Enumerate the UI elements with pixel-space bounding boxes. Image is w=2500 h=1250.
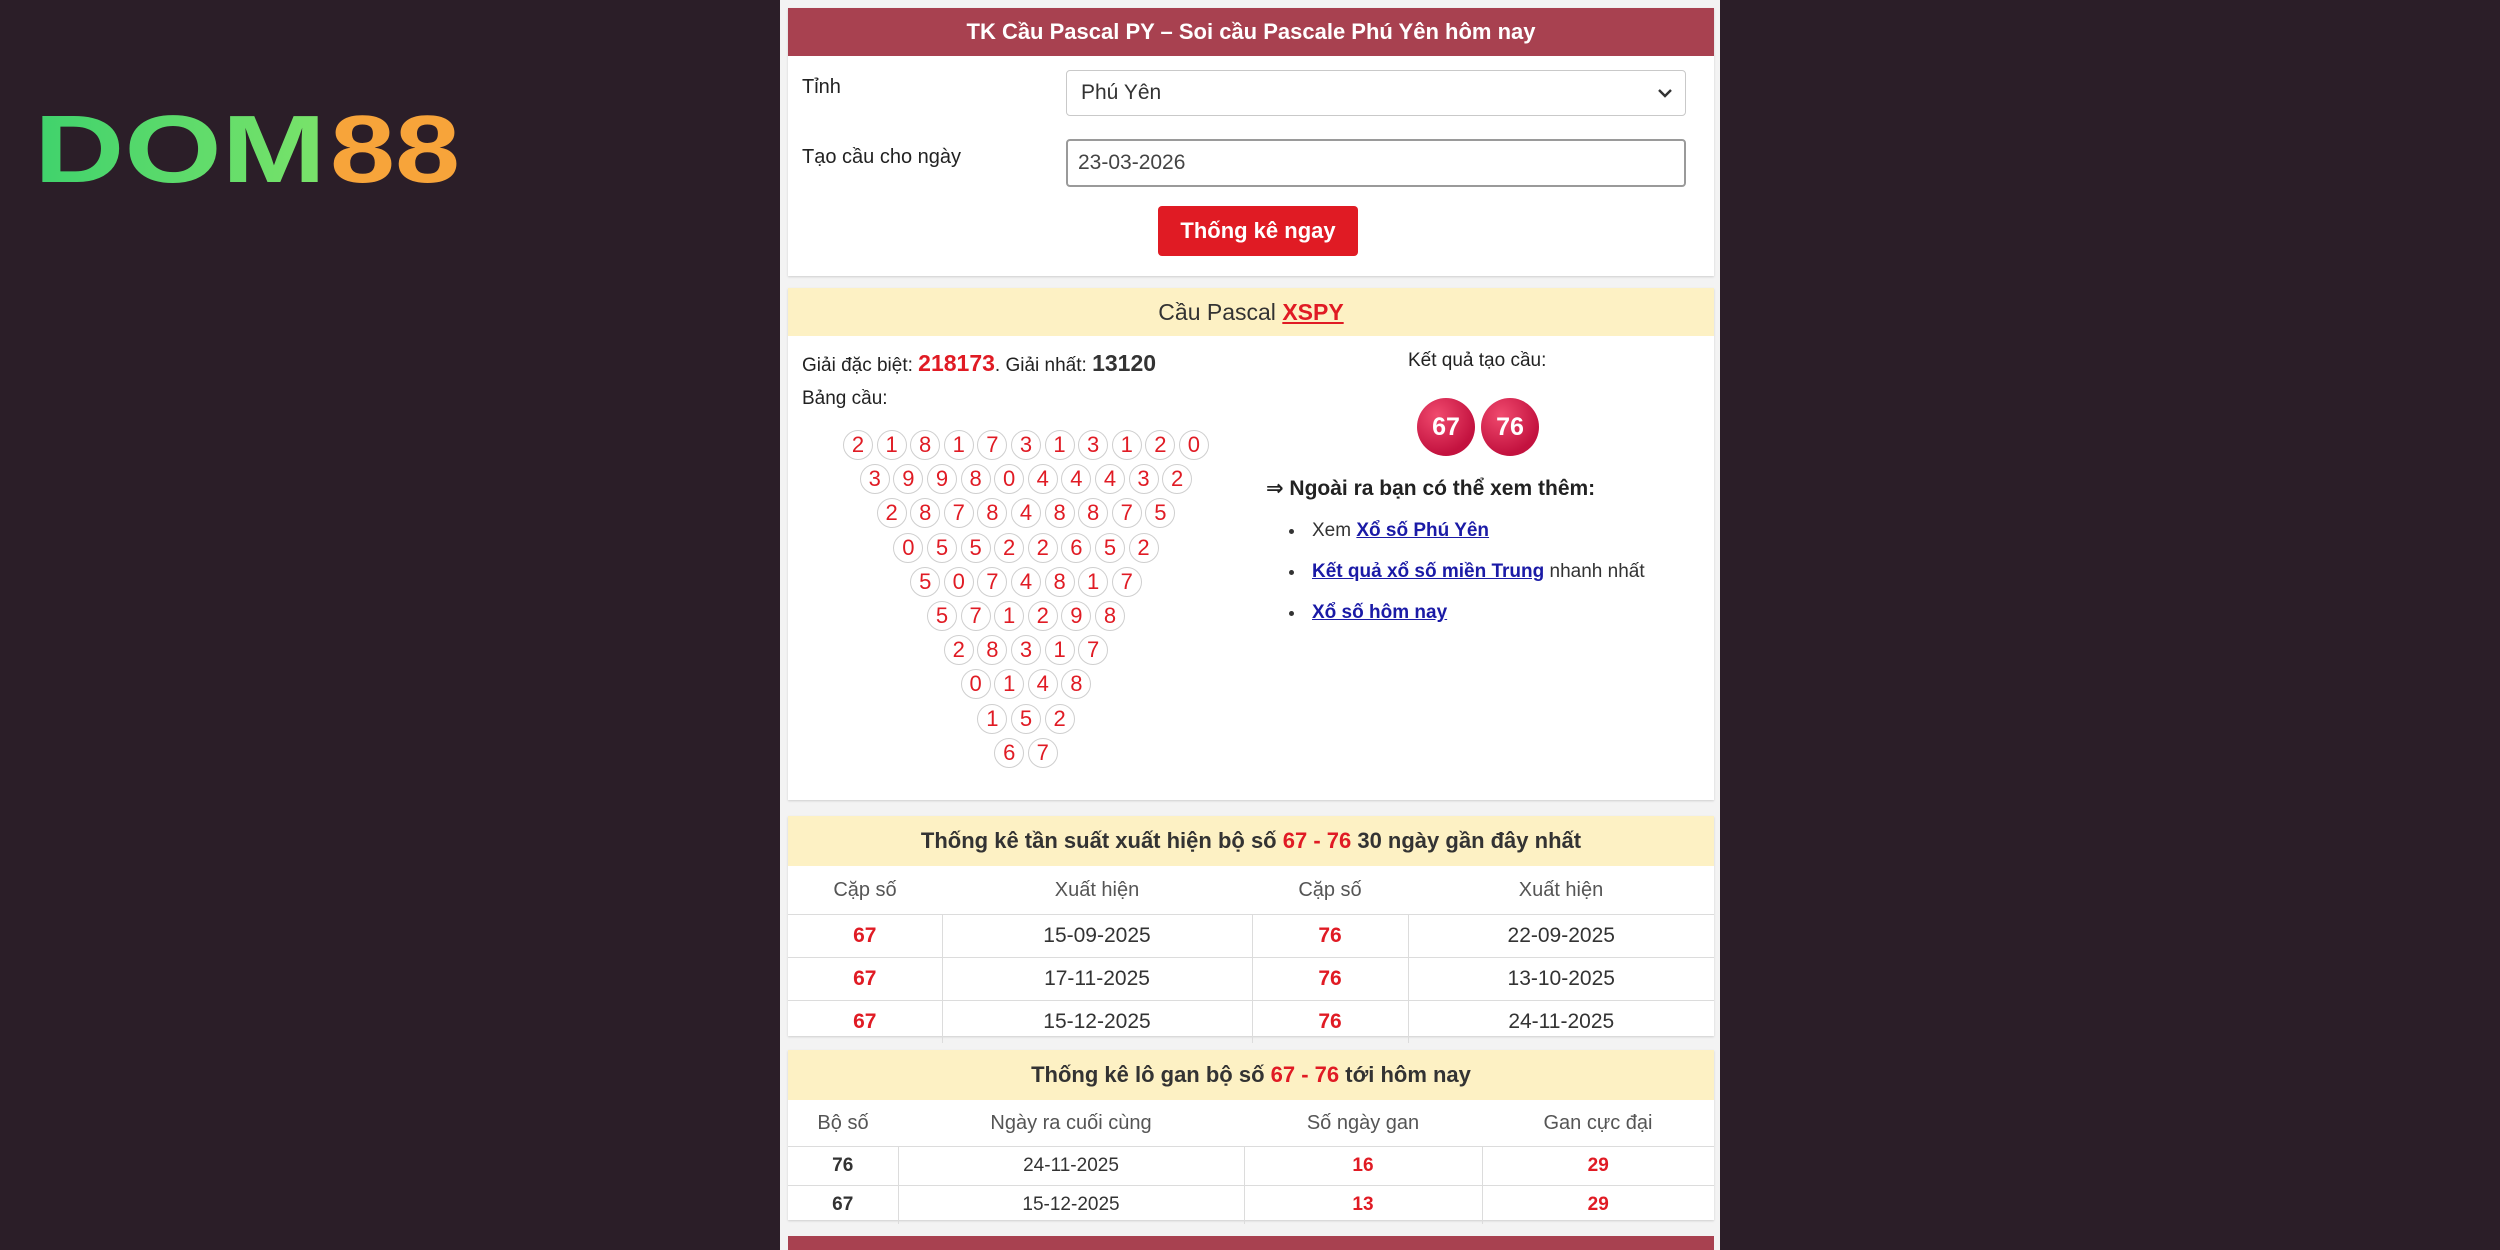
triangle-digit: 2 (1028, 601, 1058, 631)
date-cell: 22-09-2025 (1408, 915, 1714, 958)
triangle-digit: 7 (1028, 738, 1058, 768)
date-cell: 13-10-2025 (1408, 958, 1714, 1001)
triangle-digit: 8 (1045, 498, 1075, 528)
xspy-link[interactable]: XSPY (1282, 299, 1344, 325)
triangle-digit: 7 (1112, 498, 1142, 528)
triangle-row (992, 738, 1059, 772)
triangle-digit: 8 (910, 498, 940, 528)
triangle-digit: 5 (927, 533, 957, 563)
triangle-digit: 7 (961, 601, 991, 631)
triangle-digit: 3 (1011, 635, 1041, 665)
first-label: . Giải nhất: (994, 355, 1093, 376)
result-label: Kết quả tạo cầu: (1408, 350, 1547, 371)
next-section-header (788, 1236, 1714, 1250)
triangle-digit: 8 (977, 498, 1007, 528)
column-header: Cặp số (788, 866, 942, 915)
triangle-digit: 9 (927, 464, 957, 494)
triangle-digit: 8 (1095, 601, 1125, 631)
more-links-list (1286, 510, 1645, 633)
xo-so-hom-nay-link[interactable]: Xổ số hôm nay (1312, 602, 1448, 623)
triangle-row (959, 669, 1093, 703)
triangle-digit: 4 (1061, 464, 1091, 494)
frequency-title (788, 816, 1714, 866)
date-input[interactable]: 23-03-2026 (1066, 139, 1686, 187)
triangle-digit: 4 (1028, 464, 1058, 494)
pair-cell: 76 (788, 1147, 898, 1186)
frequency-table (788, 866, 1714, 1043)
triangle-digit: 6 (1061, 533, 1091, 563)
triangle-digit: 5 (927, 601, 957, 631)
triangle-digit: 2 (843, 430, 873, 460)
first-value: 13120 (1092, 350, 1157, 376)
column-header: Xuất hiện (1408, 866, 1714, 915)
triangle-digit: 7 (1078, 635, 1108, 665)
table-row (788, 915, 1714, 958)
triangle-digit: 0 (994, 464, 1024, 494)
triangle-digit: 4 (1095, 464, 1125, 494)
triangle-digit: 8 (1045, 567, 1075, 597)
gan-max-cell: 29 (1482, 1186, 1714, 1225)
pascal-title (788, 288, 1714, 336)
triangle-digit: 7 (944, 498, 974, 528)
triangle-digit: 5 (1095, 533, 1125, 563)
table-row (788, 1001, 1714, 1044)
triangle-row (875, 498, 1177, 532)
triangle-digit: 1 (994, 669, 1024, 699)
date-cell: 24-11-2025 (898, 1147, 1244, 1186)
logo-text-dom: DOM (34, 108, 326, 188)
triangle-row (841, 430, 1211, 464)
list-item (1306, 510, 1645, 551)
pascal-title-text: Cầu Pascal (1158, 299, 1283, 325)
triangle-digit: 2 (944, 635, 974, 665)
triangle-digit: 9 (1061, 601, 1091, 631)
pair-cell: 67 (788, 1001, 942, 1044)
special-label: Giải đặc biệt: (802, 355, 919, 376)
table-header-row (788, 866, 1714, 915)
gan-title-suffix: tới hôm nay (1339, 1062, 1471, 1087)
triangle-digit: 8 (977, 635, 1007, 665)
triangle-digit: 0 (961, 669, 991, 699)
date-cell: 15-09-2025 (942, 915, 1252, 958)
date-cell: 17-11-2025 (942, 958, 1252, 1001)
gan-title-prefix: Thống kê lô gan bộ số (1031, 1062, 1271, 1087)
date-cell: 24-11-2025 (1408, 1001, 1714, 1044)
triangle-digit: 4 (1011, 498, 1041, 528)
triangle-digit: 8 (1078, 498, 1108, 528)
link-suffix: nhanh nhất (1544, 561, 1645, 582)
triangle-digit: 5 (1011, 704, 1041, 734)
frequency-title-pair: 67 - 76 (1282, 828, 1352, 853)
gan-card (788, 1050, 1714, 1220)
prize-line (802, 350, 1156, 377)
triangle-digit: 2 (1162, 464, 1192, 494)
triangle-digit: 6 (994, 738, 1024, 768)
result-ball: 67 (1417, 398, 1475, 456)
table-row (788, 1147, 1714, 1186)
gan-title-pair: 67 - 76 (1270, 1062, 1340, 1087)
gan-max-cell: 29 (1482, 1147, 1714, 1186)
column-header: Gan cực đại (1482, 1100, 1714, 1147)
triangle-digit: 2 (1129, 533, 1159, 563)
frequency-title-suffix: 30 ngày gần đây nhất (1351, 828, 1582, 853)
triangle-digit: 4 (1011, 567, 1041, 597)
triangle-row (925, 601, 1127, 635)
xo-so-phu-yen-link[interactable]: Xổ số Phú Yên (1356, 520, 1490, 541)
triangle-digit: 8 (1061, 669, 1091, 699)
triangle-digit: 3 (1078, 430, 1108, 460)
pair-cell: 76 (1252, 958, 1408, 1001)
triangle-digit: 7 (1112, 567, 1142, 597)
frequency-title-prefix: Thống kê tần suất xuất hiện bộ số (920, 828, 1283, 853)
gan-days-cell: 16 (1244, 1147, 1482, 1186)
province-label: Tỉnh (802, 76, 841, 98)
triangle-digit: 3 (1011, 430, 1041, 460)
triangle-digit: 1 (1045, 635, 1075, 665)
triangle-digit: 2 (877, 498, 907, 528)
pair-cell: 67 (788, 958, 942, 1001)
gan-title (788, 1050, 1714, 1100)
triangle-digit: 4 (1028, 669, 1058, 699)
frequency-card (788, 816, 1714, 1036)
main-page (780, 0, 1720, 1250)
triangle-digit: 0 (893, 533, 923, 563)
triangle-digit: 5 (910, 567, 940, 597)
triangle-digit: 1 (977, 704, 1007, 734)
form-title: TK Cầu Pascal PY – Soi cầu Pascale Phú Yên hôm nay (788, 8, 1714, 56)
triangle-digit: 1 (994, 601, 1024, 631)
column-header: Bộ số (788, 1100, 898, 1147)
triangle-digit: 8 (961, 464, 991, 494)
triangle-digit: 2 (1045, 704, 1075, 734)
dom88-logo (34, 108, 460, 188)
gan-table (788, 1100, 1714, 1224)
pair-cell: 76 (1252, 1001, 1408, 1044)
triangle-digit: 0 (944, 567, 974, 597)
triangle-digit: 5 (961, 533, 991, 563)
column-header: Số ngày gan (1244, 1100, 1482, 1147)
triangle-digit: 1 (1045, 430, 1075, 460)
table-row (788, 958, 1714, 1001)
triangle-digit: 9 (893, 464, 923, 494)
logo-text-88: 88 (330, 108, 460, 188)
triangle-digit: 3 (1129, 464, 1159, 494)
column-header: Xuất hiện (942, 866, 1252, 915)
list-item (1306, 551, 1645, 592)
pair-cell: 67 (788, 1186, 898, 1225)
table-header-row (788, 1100, 1714, 1147)
gan-days-cell: 13 (1244, 1186, 1482, 1225)
pair-cell: 76 (1252, 915, 1408, 958)
triangle-digit: 8 (910, 430, 940, 460)
chevron-down-icon (1657, 85, 1673, 101)
result-ball: 76 (1481, 398, 1539, 456)
triangle-row (976, 704, 1077, 738)
table-row (788, 1186, 1714, 1225)
triangle-row (892, 533, 1161, 567)
link-prefix: Xem (1312, 520, 1357, 541)
triangle-digit: 2 (994, 533, 1024, 563)
triangle-digit: 7 (977, 430, 1007, 460)
pair-cell: 67 (788, 915, 942, 958)
triangle-digit: 1 (1078, 567, 1108, 597)
kqxs-mien-trung-link[interactable]: Kết quả xổ số miền Trung (1312, 561, 1545, 582)
triangle-digit: 0 (1179, 430, 1209, 460)
triangle-digit: 1 (1112, 430, 1142, 460)
province-value: Phú Yên (1081, 81, 1162, 104)
triangle-digit: 7 (977, 567, 1007, 597)
date-cell: 15-12-2025 (942, 1001, 1252, 1044)
triangle-digit: 3 (860, 464, 890, 494)
triangle-digit: 5 (1145, 498, 1175, 528)
triangle-row (858, 464, 1194, 498)
date-cell: 15-12-2025 (898, 1186, 1244, 1225)
province-select[interactable] (1066, 70, 1686, 116)
triangle-digit: 1 (944, 430, 974, 460)
more-title: ⇒ Ngoài ra bạn có thể xem thêm: (1266, 477, 1596, 500)
triangle-digit: 1 (877, 430, 907, 460)
submit-button[interactable]: Thống kê ngay (1158, 206, 1358, 256)
special-value: 218173 (918, 350, 995, 376)
triangle-row (942, 635, 1110, 669)
column-header: Cặp số (1252, 866, 1408, 915)
triangle-digit: 2 (1028, 533, 1058, 563)
pascal-card (788, 288, 1714, 800)
column-header: Ngày ra cuối cùng (898, 1100, 1244, 1147)
form-card (788, 8, 1714, 276)
table-label: Bảng cầu: (802, 388, 888, 409)
list-item (1306, 592, 1645, 633)
triangle-digit: 2 (1145, 430, 1175, 460)
date-label: Tạo cầu cho ngày (802, 146, 961, 168)
triangle-row (908, 567, 1143, 601)
